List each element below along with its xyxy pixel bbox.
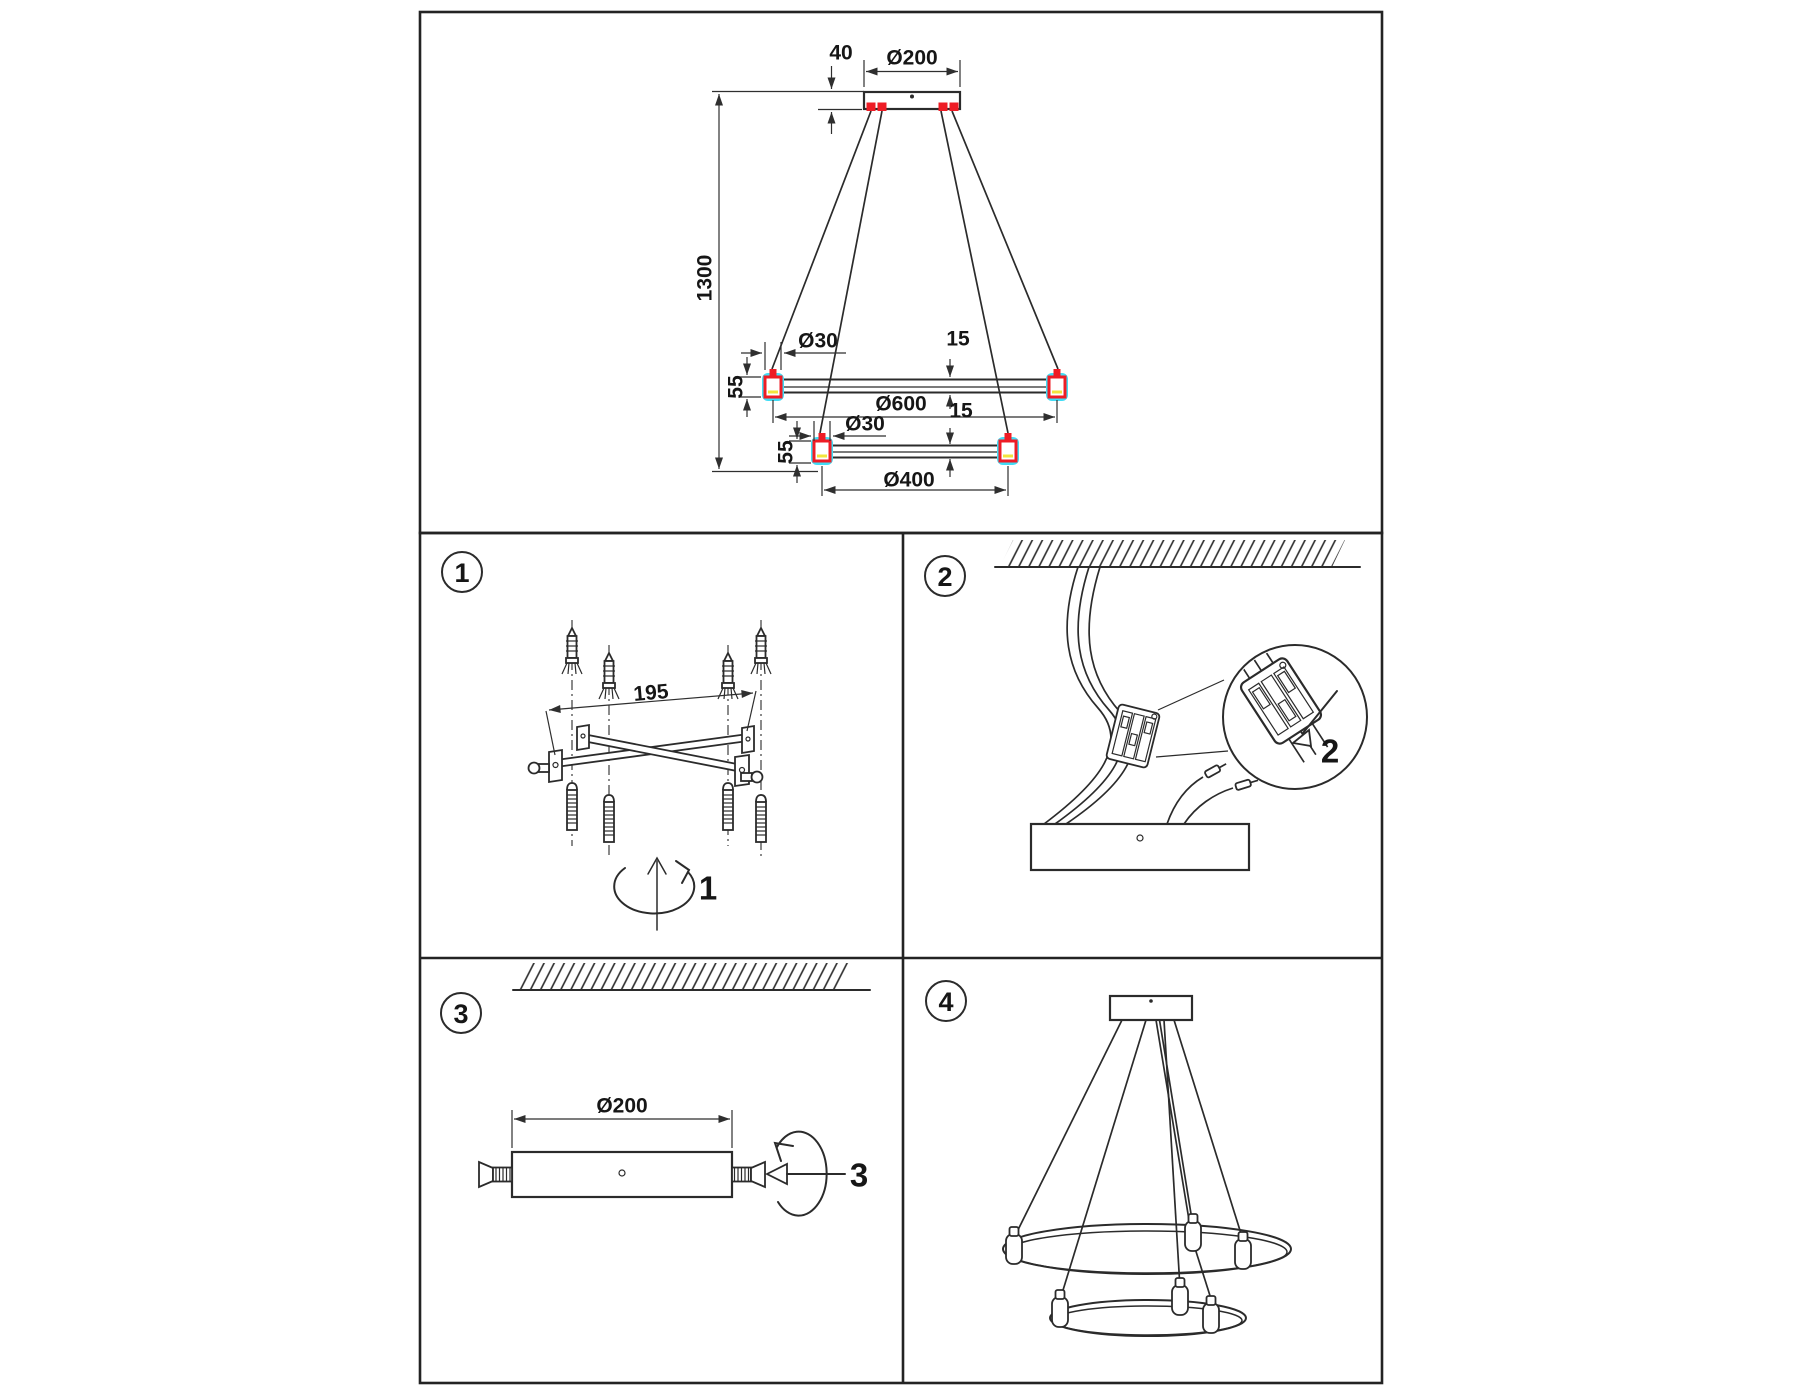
- step-2-action-label: 2: [1320, 732, 1340, 770]
- ring-grip-icon: [1203, 1296, 1219, 1333]
- dim-canopy-height: [829, 42, 852, 135]
- dim-offset-upper: [946, 328, 970, 410]
- dim-profile-height-lower: [775, 421, 812, 483]
- dim-ring-diameter-upper: [773, 393, 1057, 424]
- dim-suspension-height: [694, 94, 720, 469]
- dim-canopy-diameter: [864, 47, 960, 88]
- step-1-action-label: 1: [698, 869, 718, 907]
- svg-text:Ø600: Ø600: [875, 392, 927, 416]
- svg-text:Ø400: Ø400: [883, 468, 935, 492]
- rotate-arrow-icon: [767, 1132, 845, 1216]
- panel-step-4: [926, 981, 1291, 1336]
- canopy-wire-lock-highlight: [878, 103, 887, 112]
- ring-cross-section-highlight: [1046, 369, 1068, 401]
- svg-text:1300: 1300: [693, 254, 717, 302]
- ceiling-hatch: [995, 540, 1360, 567]
- svg-text:Ø30: Ø30: [845, 412, 885, 436]
- ring-grip-icon: [1006, 1227, 1022, 1264]
- ceiling-hatch: [513, 963, 870, 990]
- dim-ring-diameter-lower: [822, 466, 1008, 496]
- dim-tube-diameter-upper: [741, 330, 846, 371]
- ring-grip-icon: [1185, 1214, 1201, 1251]
- svg-text:15: 15: [946, 327, 970, 351]
- canopy-wire-lock-highlight: [939, 103, 948, 112]
- wire-end-terminal-icon: [1204, 761, 1228, 778]
- assembled-chandelier: [1003, 996, 1291, 1336]
- svg-text:Ø30: Ø30: [798, 329, 838, 353]
- terminal-block: [1106, 704, 1160, 768]
- ring-grip-icon: [1052, 1290, 1068, 1327]
- svg-text:195: 195: [632, 680, 670, 706]
- mounting-screw-icon: [756, 795, 766, 842]
- svg-text:55: 55: [774, 440, 798, 464]
- dim-canopy-bar-diameter: [512, 1095, 732, 1149]
- ring-grip-icon: [1172, 1278, 1188, 1315]
- dim-profile-height-upper: [725, 357, 762, 417]
- step-4-number: 4: [938, 987, 954, 1017]
- canopy-wire-lock-highlight: [867, 103, 876, 112]
- svg-text:15: 15: [949, 399, 973, 423]
- countersunk-screw-icon: [479, 1162, 512, 1187]
- step-1-number: 1: [454, 558, 470, 588]
- panel-step-2: [925, 540, 1367, 870]
- main-dimensioned-view: [694, 42, 1069, 497]
- cross-mounting-bracket: [529, 725, 763, 786]
- wire-end-terminal-icon: [1235, 777, 1259, 790]
- side-screw-icon: [741, 773, 752, 781]
- dim-offset-lower: [949, 400, 973, 478]
- canopy-bar: [479, 1152, 765, 1197]
- canopy-wire-lock-highlight: [950, 103, 959, 112]
- svg-text:55: 55: [724, 375, 748, 399]
- panel-step-1: [442, 552, 771, 930]
- ring-cross-section-highlight: [762, 369, 784, 401]
- svg-text:Ø200: Ø200: [886, 46, 938, 70]
- step-2-number: 2: [937, 562, 953, 592]
- step-3-action-label: 3: [849, 1156, 869, 1194]
- svg-text:Ø200: Ø200: [596, 1094, 648, 1118]
- main-view-panel-border: [420, 12, 1382, 533]
- rotate-arrow-icon: [614, 858, 694, 930]
- lower-ring-profile: [811, 433, 1019, 465]
- mounting-screw-icon: [604, 795, 614, 842]
- countersunk-screw-icon: [732, 1162, 765, 1187]
- mounting-screw-icon: [723, 783, 733, 830]
- ring-cross-section-highlight: [997, 433, 1019, 465]
- mounting-screw-icon: [567, 783, 577, 830]
- canopy: [1031, 824, 1249, 870]
- panel-step-3: [441, 963, 870, 1216]
- step-3-number: 3: [453, 999, 469, 1029]
- svg-text:40: 40: [829, 41, 853, 65]
